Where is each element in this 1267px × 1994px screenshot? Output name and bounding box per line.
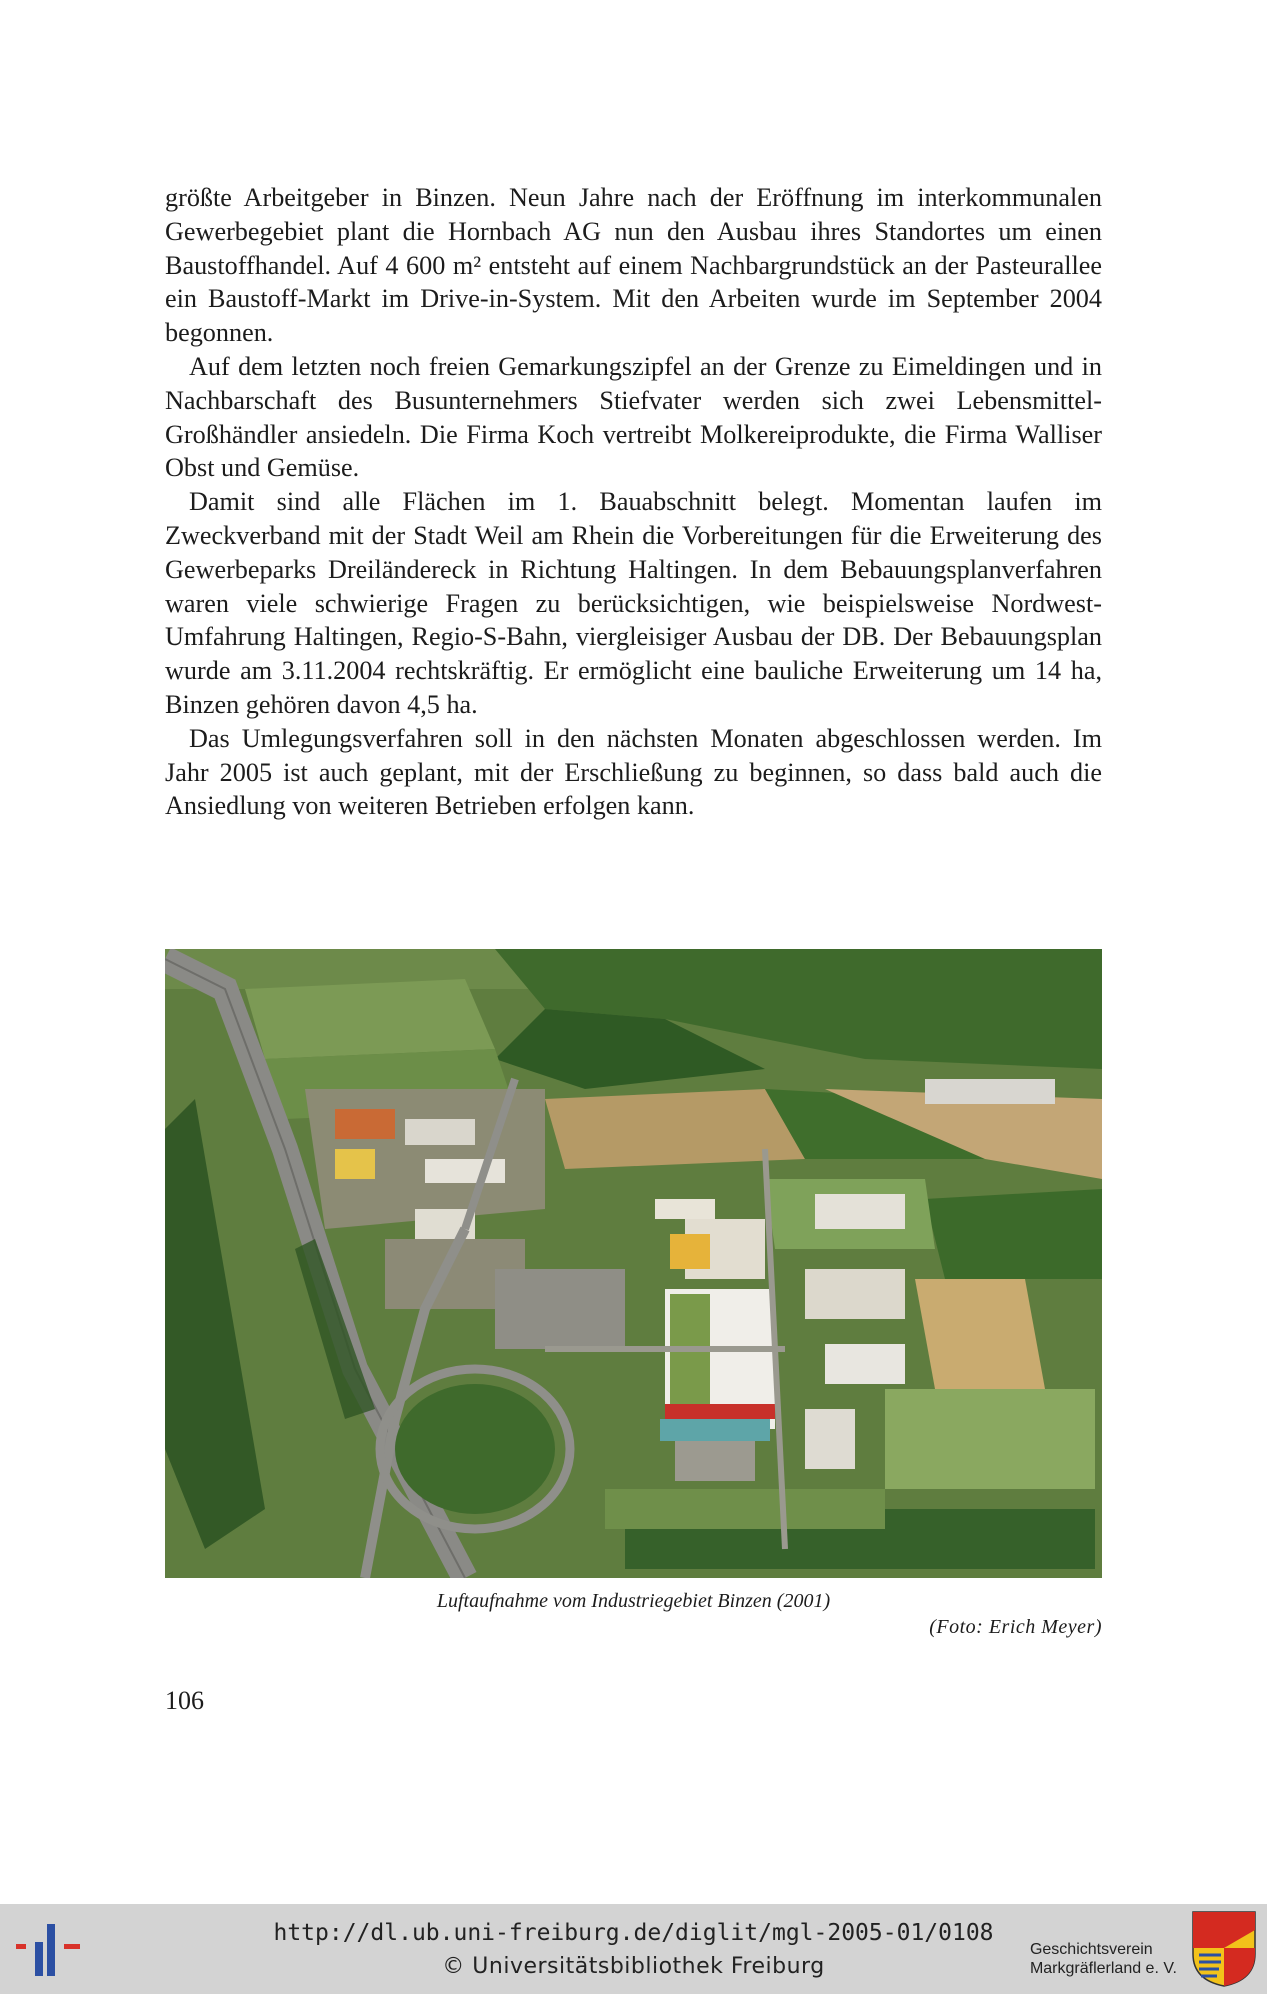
footer-url-link[interactable]: http://dl.ub.uni-freiburg.de/diglit/mgl-2005-01/0108 [273,1920,994,1946]
aerial-photo [165,949,1102,1578]
page-number: 106 [165,1686,204,1715]
coat-of-arms-icon [1191,1910,1257,1988]
society-name-line1: Geschichtsverein [1029,1941,1153,1958]
society-name [1030,1940,1177,1978]
figure-caption: Luftaufnahme vom Industriegebiet Binzen (2001) [436,1590,831,1612]
body-text [165,181,1102,823]
paragraph-2: Auf dem letzten noch freien Gemarkungszipfel an der Grenze zu Eimeldingen und in Nachbarschaft des Busunternehmers Stiefvater werden sich zwei Lebensmittel-Großhändler ansiedeln. Die Firma Koch vertreibt Molkereiprodukte, die Firma Walliser Obst und Gemüse. [165,351,1102,483]
paragraph-3: Damit sind alle Flächen im 1. Bauabschnitt belegt. Momentan laufen im Zweckverband mit der Stadt Weil am Rhein die Vorbereitungen für die Erweiterung des Gewerbeparks Dreiländereck in Richtung Haltingen. In dem Bebauungsplanverfahren waren viele schwierige Fragen zu berücksichtigen, wie beispielsweise Nordwest-Umfahrung Haltingen, Regio-S-Bahn, viergleisiger Ausbau der DB. Der Bebauungsplan wurde am 3.11.2004 rechtskräftig. Er ermöglicht eine bauliche Erweiterung um 14 ha, Binzen gehören davon 4,5 ha. [165,487,1102,719]
society-name-line2: Markgräflerland e. V. [1029,1960,1177,1977]
paragraph-1: größte Arbeitgeber in Binzen. Neun Jahre nach der Eröffnung im interkommunalen Gewerbegebiet plant die Hornbach AG nun den Ausbau ihres Standortes um einen Baustoffhandel. Auf 4 600 m² entsteht auf einem Nachbargrundstück an der Pasteurallee ein Baustoff-Markt im Drive-in-System. Mit den Arbeiten wurde im September 2004 begonnen. [165,183,1102,348]
footer-copyright: © Universitätsbibliothek Freiburg [442,1954,825,1979]
footer-bar [0,1904,1267,1994]
aerial-photo-illustration [165,949,1102,1578]
paragraph-4: Das Umlegungsverfahren soll in den nächsten Monaten abgeschlossen werden. Im Jahr 2005 ist auch geplant, mit der Erschließung zu beginnen, so dass bald auch die Ansiedlung von weiteren Betrieben erfolgen kann. [165,723,1102,821]
photo-credit: (Foto: Erich Meyer) [929,1616,1102,1638]
